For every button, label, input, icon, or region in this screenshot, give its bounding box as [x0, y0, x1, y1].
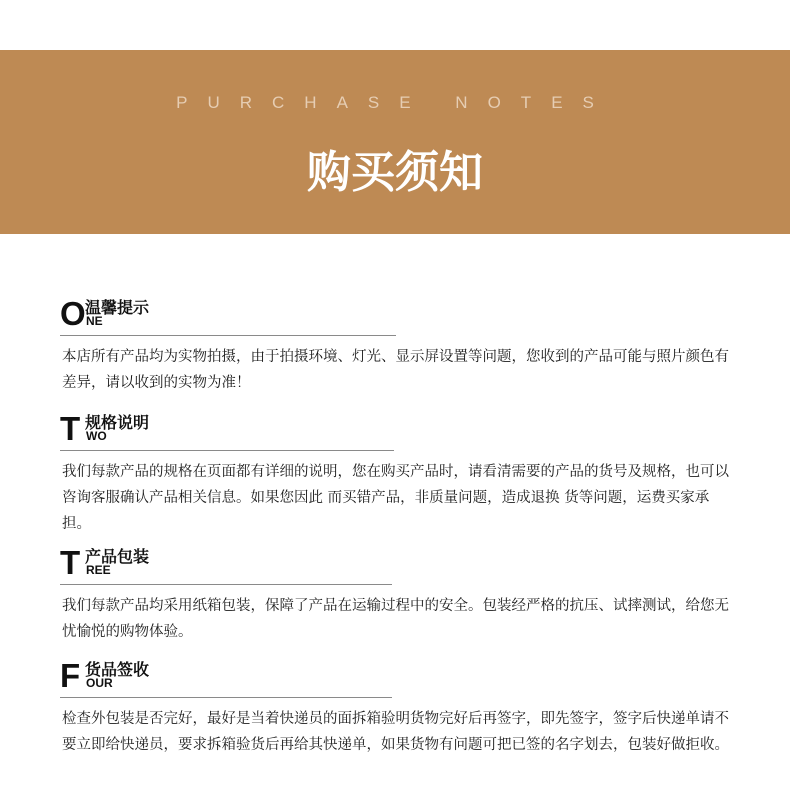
section-body: 我们每款产品的规格在页面都有详细的说明，您在购买产品时，请看清需要的产品的货号及规格，也可以咨询客服确认产品相关信息。如果您因此 而买错产品，非质量问题，造成退换 货等问题，运费买家承担。 — [62, 464, 729, 532]
section-body: 检查外包装是否完好，最好是当着快递员的面拆箱验明货物完好后再签字，即先签字，签字后快递单请不要立即给快递员，要求拆箱验货后再给其快递单，如果货物有问题可把已签的名字划去，包装好做拒收。 — [62, 711, 729, 753]
section-title: 产品包装 — [85, 547, 150, 566]
section-body: 我们每款产品均采用纸箱包装，保障了产品在运输过程中的安全。包装经严格的抗压、试摔测试，给您无忧愉悦的购物体验。 — [62, 598, 729, 640]
section-body: 本店所有产品均为实物拍摄，由于拍摄环境、灯光、显示屏设置等问题，您收到的产品可能与照片颜色有差异，请以收到的实物为准！ — [62, 349, 729, 391]
section-title: 温馨提示 — [85, 298, 150, 317]
section-number-word: WO — [86, 429, 107, 443]
section-number-word: OUR — [86, 676, 113, 690]
section-two — [60, 410, 740, 537]
section-number-word: NE — [86, 314, 103, 328]
section-four — [60, 657, 740, 758]
section-initial-letter: O — [60, 295, 86, 332]
section-number-word: REE — [86, 563, 111, 577]
section-three — [60, 544, 740, 645]
section-header — [60, 544, 392, 585]
section-title: 规格说明 — [85, 413, 150, 432]
section-header — [60, 295, 396, 336]
section-header — [60, 657, 392, 698]
section-header — [60, 410, 394, 451]
banner-subtitle: PURCHASE NOTES — [176, 93, 614, 112]
section-initial-letter: T — [60, 544, 81, 581]
section-initial-letter: T — [60, 410, 81, 447]
section-initial-letter: F — [60, 657, 81, 694]
section-title: 货品签收 — [85, 660, 150, 679]
banner-title: 购买须知 — [307, 147, 483, 198]
section-one — [60, 295, 740, 396]
